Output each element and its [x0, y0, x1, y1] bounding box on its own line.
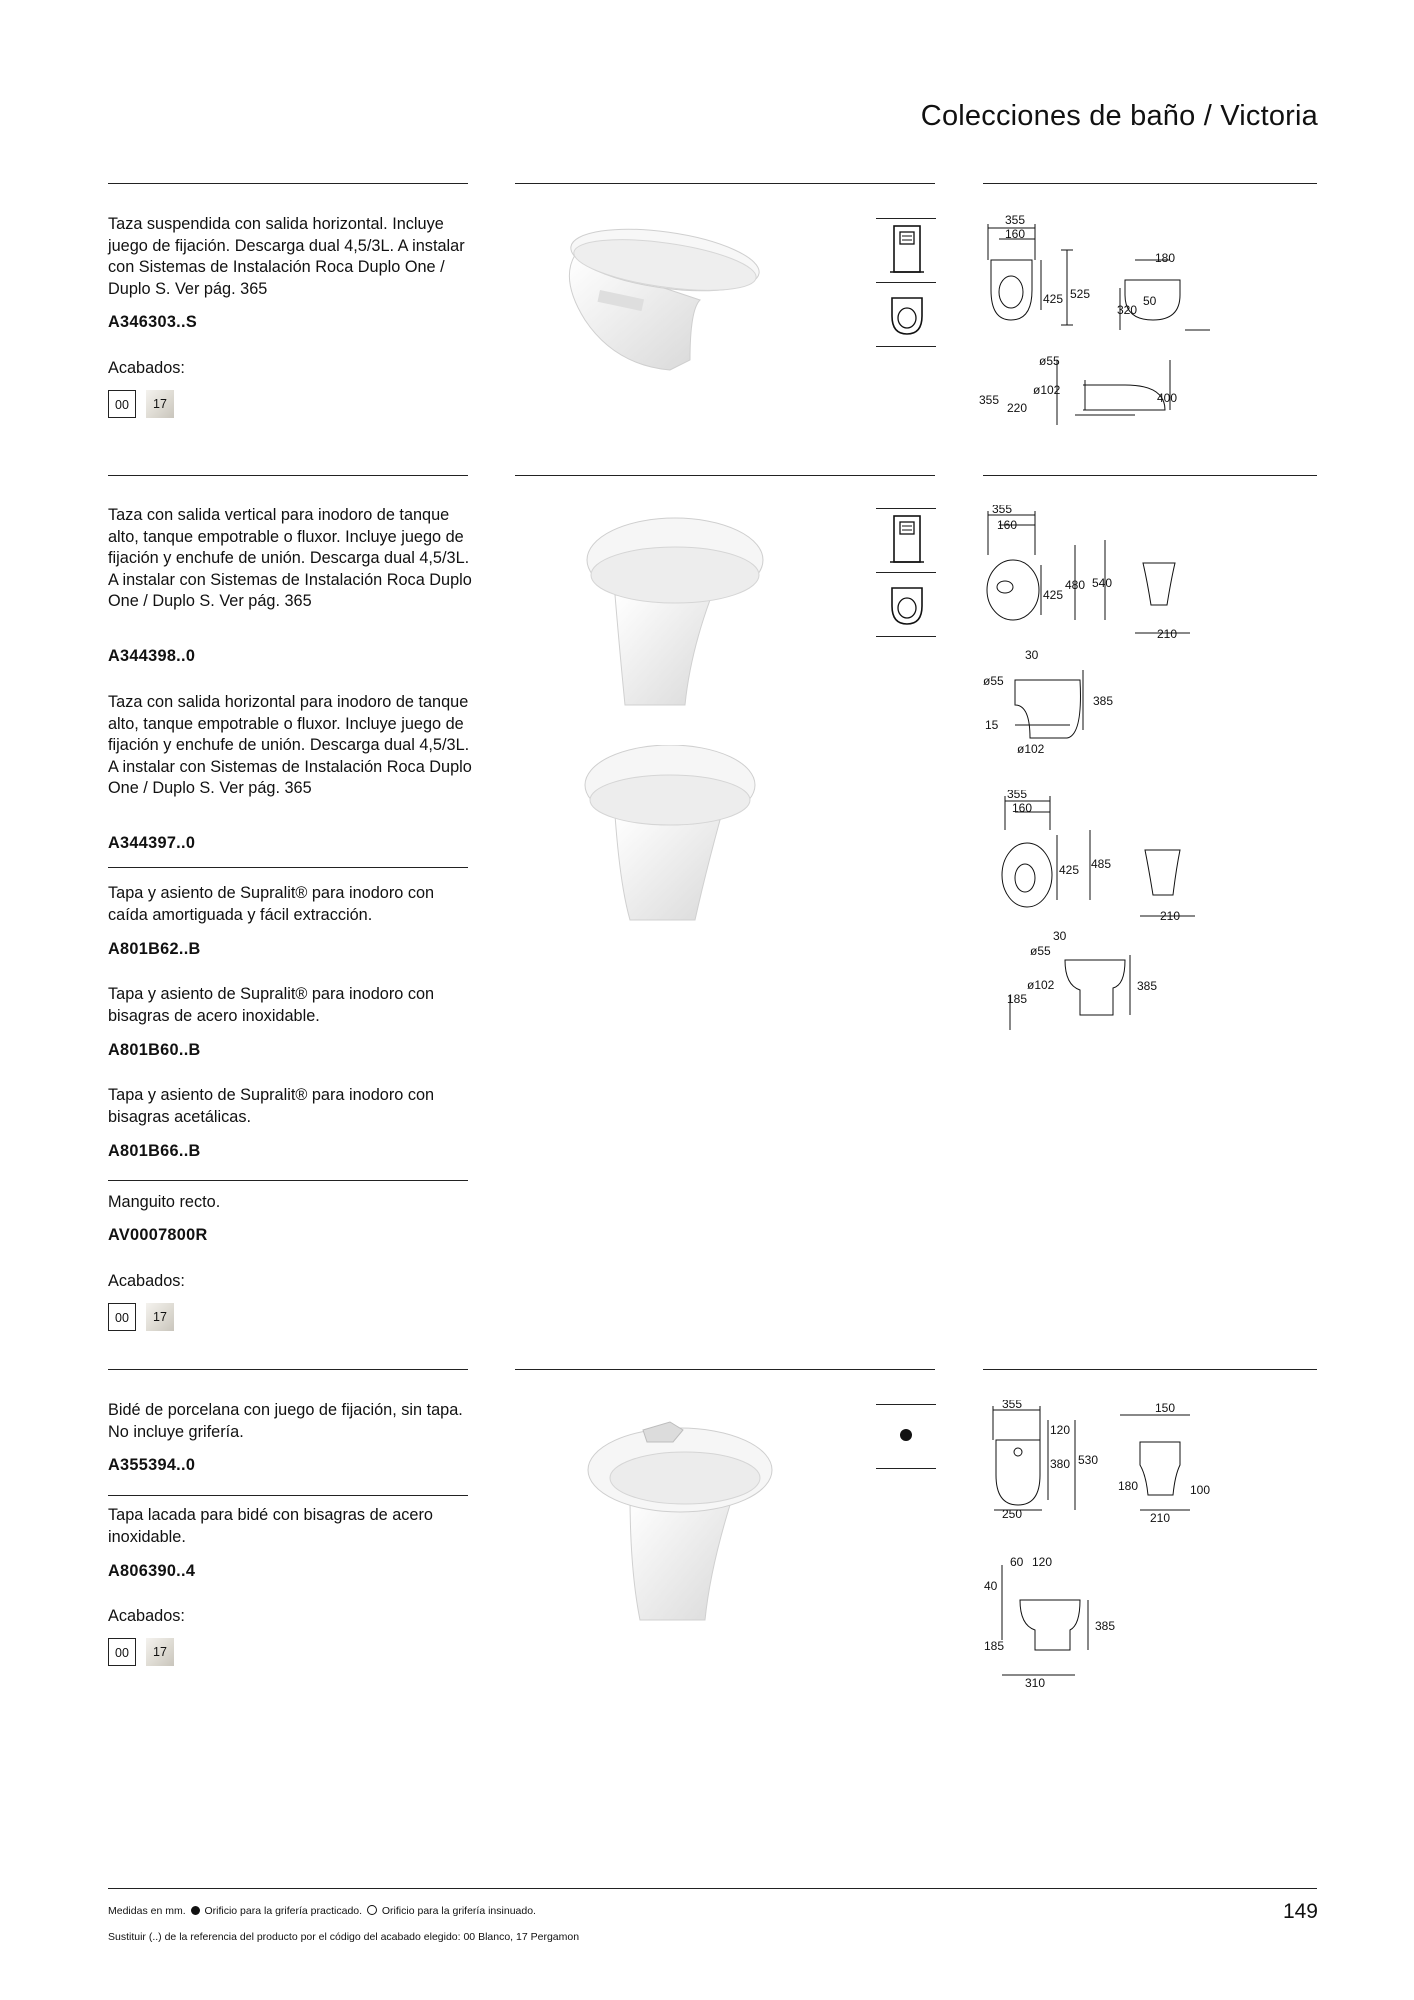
dim-label: 40	[984, 1579, 998, 1593]
divider	[108, 475, 468, 476]
footer-divider	[108, 1888, 1317, 1889]
finish-swatch-pergamon[interactable]: 17	[146, 1638, 174, 1666]
dim-label: 400	[1157, 391, 1178, 405]
dim-label: 210	[1157, 627, 1178, 641]
dim-label: 355	[1007, 790, 1028, 801]
finish-swatch-pergamon[interactable]: 17	[146, 390, 174, 418]
dim-label: 120	[1032, 1555, 1053, 1569]
divider	[876, 218, 936, 219]
product-description: Tapa y asiento de Supralit® para inodoro con bisagras acetálicas.	[108, 1086, 435, 1126]
product-code: A355394..0	[108, 1456, 196, 1474]
dim-label: 425	[1043, 588, 1064, 602]
floor-bowl-icon	[886, 582, 928, 628]
divider	[983, 1369, 1317, 1370]
finish-swatch-blanco[interactable]: 00	[108, 390, 136, 418]
open-dot-icon	[367, 1905, 377, 1915]
product-description: Tapa lacada para bidé con bisagras de acero inoxidable.	[108, 1506, 433, 1546]
legend-drilled: Orificio para la grifería practicado.	[204, 1905, 363, 1917]
divider	[983, 183, 1317, 184]
bidet-image	[575, 1400, 795, 1630]
tap-hole-drilled-icon	[900, 1429, 912, 1441]
legend-units: Medidas en mm.	[108, 1905, 186, 1917]
dim-label: 320	[1117, 303, 1138, 317]
finishes-label: Acabados:	[108, 1607, 185, 1625]
dim-label: ø102	[1027, 978, 1055, 992]
dim-label: 160	[1005, 227, 1026, 241]
technical-drawing-floor-toilet-vertical	[975, 505, 1235, 765]
dim-label: 100	[1190, 1483, 1211, 1497]
dim-label: 185	[1007, 992, 1028, 1006]
technical-drawing-floor-toilet-horizontal	[995, 790, 1235, 1040]
dim-label: 540	[1092, 576, 1113, 590]
divider	[876, 572, 936, 573]
product-code: A346303..S	[108, 313, 197, 331]
product-description: Bidé de porcelana con juego de fijación, sin tapa. No incluye grifería.	[108, 1401, 463, 1441]
dim-label: 210	[1160, 909, 1181, 923]
product-code: A801B62..B	[108, 940, 201, 958]
divider	[983, 475, 1317, 476]
product-code: A344397..0	[108, 834, 196, 852]
product-code: A806390..4	[108, 1562, 196, 1580]
dim-label: 385	[1095, 1619, 1116, 1633]
dim-label: 355	[992, 505, 1013, 516]
technical-drawing-wall-hung-toilet	[975, 210, 1245, 450]
product-code: AV0007800R	[108, 1226, 208, 1244]
dim-label: 385	[1137, 979, 1158, 993]
dim-label: ø102	[1017, 742, 1045, 756]
divider	[876, 636, 936, 637]
dim-label: 425	[1059, 863, 1080, 877]
product-description: Taza suspendida con salida horizontal. Incluye juego de fijación. Descarga dual 4,5/3L. A instalar con Sistemas de Instalación Roca Duplo One / Duplo S. Ver pág. 365	[108, 215, 465, 298]
divider	[515, 475, 935, 476]
dim-label: 120	[1050, 1423, 1071, 1437]
dim-label: 525	[1070, 287, 1091, 301]
installation-frame-icon	[886, 514, 928, 568]
divider	[876, 282, 936, 283]
dim-label: 160	[997, 518, 1018, 532]
divider	[108, 1495, 468, 1496]
product-description: Taza con salida vertical para inodoro de tanque alto, tanque empotrable o fluxor. Incluye juego de fijación y enchufe de unión. Descarga dual 4,5/3L. A instalar con Sistemas de Instalación Roca Duplo One / Duplo S. Ver pág. 365	[108, 506, 472, 611]
dim-label: 250	[1002, 1507, 1023, 1521]
page-title: Colecciones de baño / Victoria	[920, 100, 1318, 132]
divider	[515, 1369, 935, 1370]
product-description: Tapa y asiento de Supralit® para inodoro con bisagras de acero inoxidable.	[108, 985, 435, 1025]
dim-label: 220	[1007, 401, 1028, 415]
floor-toilet-horizontal-image	[575, 745, 785, 930]
dim-label: 480	[1065, 578, 1086, 592]
footer-note: Sustituir (..) de la referencia del producto por el código del acabado elegido: 00 Blanco, 17 Pergamon	[108, 1931, 580, 1943]
finishes-label: Acabados:	[108, 1272, 185, 1290]
dim-label: ø102	[1033, 383, 1061, 397]
dim-label: 355	[1002, 1400, 1023, 1411]
dim-label: ø55	[1039, 354, 1060, 368]
dim-label: 15	[985, 718, 999, 732]
dim-label: 355	[979, 393, 1000, 407]
dim-label: 530	[1078, 1453, 1099, 1467]
legend-marked: Orificio para la grifería insinuado.	[381, 1905, 536, 1917]
dim-label: 485	[1091, 857, 1112, 871]
page-number: 149	[1282, 1900, 1318, 1923]
dim-label: 50	[1143, 294, 1157, 308]
dim-label: ø55	[983, 674, 1004, 688]
dim-label: 60	[1010, 1555, 1024, 1569]
dim-label: 180	[1118, 1479, 1139, 1493]
dim-label: 210	[1150, 1511, 1171, 1525]
dim-label: 30	[1053, 929, 1067, 943]
divider	[876, 1404, 936, 1405]
dim-label: 180	[1155, 251, 1176, 265]
finish-swatch-blanco[interactable]: 00	[108, 1303, 136, 1331]
dim-label: 385	[1093, 694, 1114, 708]
product-description: Manguito recto.	[108, 1193, 221, 1211]
dim-label: 425	[1043, 292, 1064, 306]
finish-swatch-pergamon[interactable]: 17	[146, 1303, 174, 1331]
divider	[515, 183, 935, 184]
dim-label: 150	[1155, 1401, 1176, 1415]
footer-legend	[108, 1905, 536, 1917]
divider	[876, 346, 936, 347]
divider	[108, 1369, 468, 1370]
dim-label: ø55	[1030, 944, 1051, 958]
dim-label: 380	[1050, 1457, 1071, 1471]
technical-drawing-bidet	[980, 1400, 1240, 1695]
product-description: Tapa y asiento de Supralit® para inodoro con caída amortiguada y fácil extracción.	[108, 884, 435, 924]
installation-frame-icon	[886, 224, 928, 278]
dim-label: 310	[1025, 1676, 1046, 1690]
divider	[876, 508, 936, 509]
divider	[876, 1468, 936, 1469]
divider	[108, 1180, 468, 1181]
floor-toilet-vertical-image	[560, 505, 790, 715]
dim-label: 30	[1025, 648, 1039, 662]
wall-hung-bowl-icon	[886, 292, 928, 338]
product-code: A801B66..B	[108, 1142, 201, 1160]
divider	[108, 183, 468, 184]
dim-label: 160	[1012, 801, 1033, 815]
wall-hung-toilet-image	[540, 210, 840, 410]
dim-label: 355	[1005, 213, 1026, 227]
filled-dot-icon	[191, 1906, 200, 1915]
dim-label: 185	[984, 1639, 1005, 1653]
product-description: Taza con salida horizontal para inodoro de tanque alto, tanque empotrable o fluxor. Incluye juego de fijación y enchufe de unión. Descarga dual 4,5/3L. A instalar con Sistemas de Instalación Roca Duplo One / Duplo S. Ver pág. 365	[108, 693, 472, 798]
finish-swatch-blanco[interactable]: 00	[108, 1638, 136, 1666]
product-code: A344398..0	[108, 647, 196, 665]
product-code: A801B60..B	[108, 1041, 201, 1059]
finishes-label: Acabados:	[108, 359, 185, 377]
divider	[108, 867, 468, 868]
